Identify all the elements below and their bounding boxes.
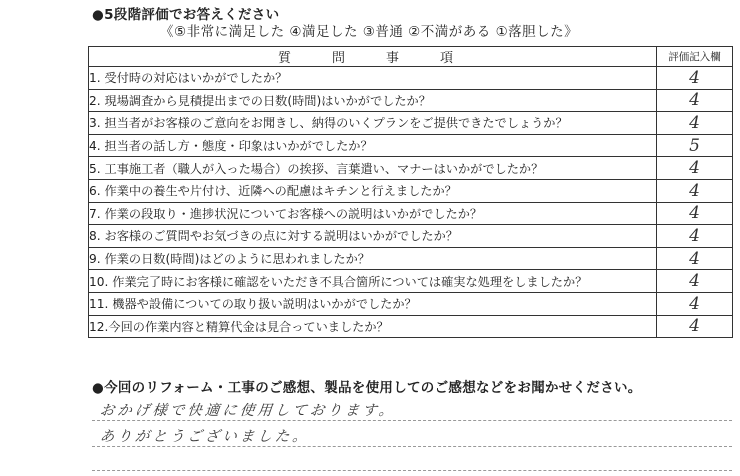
question-text: 7. 作業の段取り・進捗状況についてお客様への説明はいかがでしたか？: [89, 202, 657, 225]
rating-value[interactable]: 4: [657, 112, 733, 135]
comment-line-divider: [92, 420, 732, 421]
rating-value[interactable]: 4: [657, 179, 733, 202]
table-row: [89, 225, 733, 248]
rating-scale-legend: 《⑤非常に満足した ④満足した ③普通 ②不満がある ①落胆した》: [160, 24, 579, 40]
question-text: 6. 作業中の養生や片付け、近隣への配慮はキチンと行えましたか？: [89, 179, 657, 202]
question-text: 1. 受付時の対応はいかがでしたか？: [89, 67, 657, 90]
rating-value[interactable]: 4: [657, 157, 733, 180]
comment-line-divider: [92, 470, 732, 471]
question-text: 10. 作業完了時にお客様に確認をいただき不具合箇所については確実な処理をしましたか？: [89, 270, 657, 293]
question-text: 11. 機器や設備についての取り扱い説明はいかがでしたか？: [89, 292, 657, 315]
rating-column-header: 評価記入欄: [657, 47, 733, 67]
comment-line-divider: [92, 446, 732, 447]
question-text: 3. 担当者がお客様のご意向をお聞きし、納得のいくプランをご提供できたでしょうか？: [89, 112, 657, 135]
rating-value[interactable]: 4: [657, 67, 733, 90]
table-row: [89, 112, 733, 135]
handwritten-comment[interactable]: おかげ様で快適に使用しております。: [99, 403, 398, 419]
survey-table: [88, 46, 733, 338]
question-text: 9. 作業の日数(時間)はどのように思われましたか？: [89, 247, 657, 270]
table-row: [89, 89, 733, 112]
rating-value[interactable]: 4: [657, 292, 733, 315]
question-text: 12.今回の作業内容と精算代金は見合っていましたか？: [89, 315, 657, 338]
table-row: [89, 179, 733, 202]
rating-value[interactable]: 4: [657, 225, 733, 248]
table-row: [89, 292, 733, 315]
question-column-header: 質 問 事 項: [89, 47, 657, 67]
table-row: [89, 202, 733, 225]
rating-value[interactable]: 4: [657, 270, 733, 293]
table-row: [89, 315, 733, 338]
table-row: [89, 270, 733, 293]
comments-section-title: ●今回のリフォーム・工事のご感想、製品を使用してのご感想などをお聞かせください。: [92, 380, 642, 396]
question-text: 8. お客様のご質問やお気づきの点に対する説明はいかがでしたか？: [89, 225, 657, 248]
table-row: [89, 157, 733, 180]
table-header-row: [89, 47, 733, 67]
rating-value[interactable]: 4: [657, 247, 733, 270]
rating-value[interactable]: 4: [657, 202, 733, 225]
question-text: 2. 現場調査から見積提出までの日数(時間)はいかがでしたか？: [89, 89, 657, 112]
table-row: [89, 67, 733, 90]
rating-value[interactable]: 5: [657, 134, 733, 157]
rating-value[interactable]: 4: [657, 89, 733, 112]
table-row: [89, 247, 733, 270]
rating-value[interactable]: 4: [657, 315, 733, 338]
table-row: [89, 134, 733, 157]
handwritten-comment[interactable]: ありがとうございました。: [99, 429, 311, 445]
rating-instructions-title: ●5段階評価でお答えください: [92, 7, 280, 23]
question-text: 5. 工事施工者（職人が入った場合）の挨拶、言葉遣い、マナーはいかがでしたか？: [89, 157, 657, 180]
question-text: 4. 担当者の話し方・態度・印象はいかがでしたか？: [89, 134, 657, 157]
